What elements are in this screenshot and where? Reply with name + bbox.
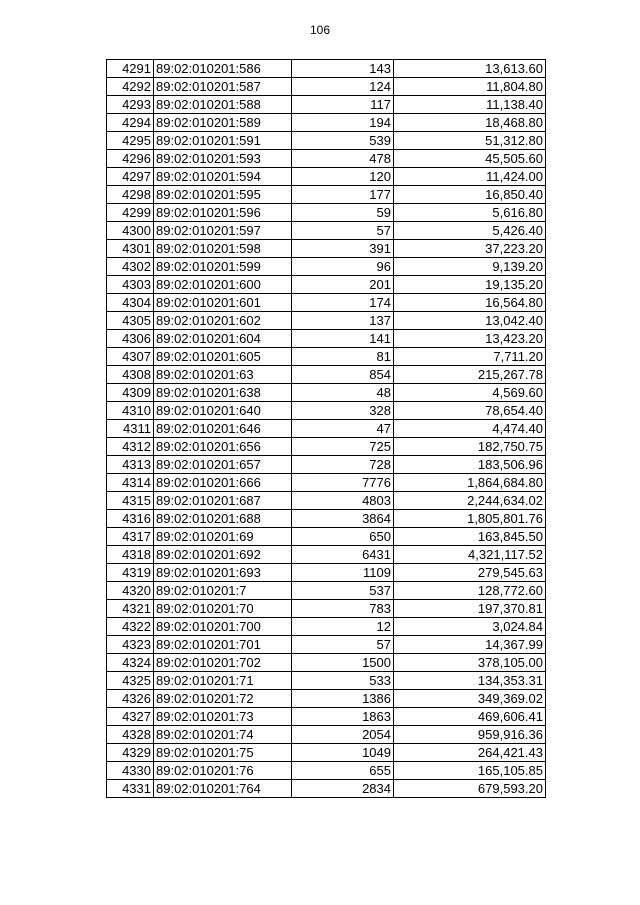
cadastral-value-cell: 128,772.60 xyxy=(394,582,546,600)
cadastral-value-cell: 19,135.20 xyxy=(394,276,546,294)
row-number-cell: 4313 xyxy=(107,456,154,474)
cadastral-value-cell: 11,424.00 xyxy=(394,168,546,186)
cadastral-number-cell: 89:02:010201:597 xyxy=(154,222,292,240)
cadastral-number-cell: 89:02:010201:604 xyxy=(154,330,292,348)
area-cell: 1109 xyxy=(292,564,394,582)
cadastral-number-cell: 89:02:010201:76 xyxy=(154,762,292,780)
cadastral-number-cell: 89:02:010201:657 xyxy=(154,456,292,474)
row-number-cell: 4306 xyxy=(107,330,154,348)
table-row xyxy=(107,654,546,672)
area-cell: 854 xyxy=(292,366,394,384)
row-number-cell: 4329 xyxy=(107,744,154,762)
row-number-cell: 4324 xyxy=(107,654,154,672)
table-row xyxy=(107,582,546,600)
area-cell: 177 xyxy=(292,186,394,204)
area-cell: 391 xyxy=(292,240,394,258)
area-cell: 48 xyxy=(292,384,394,402)
cadastral-number-cell: 89:02:010201:656 xyxy=(154,438,292,456)
area-cell: 1049 xyxy=(292,744,394,762)
area-cell: 3864 xyxy=(292,510,394,528)
table-row xyxy=(107,456,546,474)
row-number-cell: 4296 xyxy=(107,150,154,168)
cadastral-number-cell: 89:02:010201:638 xyxy=(154,384,292,402)
area-cell: 143 xyxy=(292,60,394,78)
cadastral-value-cell: 13,613.60 xyxy=(394,60,546,78)
area-cell: 1863 xyxy=(292,708,394,726)
cadastral-value-cell: 378,105.00 xyxy=(394,654,546,672)
table-row xyxy=(107,330,546,348)
row-number-cell: 4307 xyxy=(107,348,154,366)
cadastral-value-cell: 7,711.20 xyxy=(394,348,546,366)
area-cell: 124 xyxy=(292,78,394,96)
table-row xyxy=(107,114,546,132)
row-number-cell: 4291 xyxy=(107,60,154,78)
table-row xyxy=(107,762,546,780)
cadastral-number-cell: 89:02:010201:596 xyxy=(154,204,292,222)
area-cell: 6431 xyxy=(292,546,394,564)
row-number-cell: 4316 xyxy=(107,510,154,528)
row-number-cell: 4322 xyxy=(107,618,154,636)
area-cell: 174 xyxy=(292,294,394,312)
row-number-cell: 4303 xyxy=(107,276,154,294)
cadastral-value-cell: 1,864,684.80 xyxy=(394,474,546,492)
row-number-cell: 4328 xyxy=(107,726,154,744)
table-row xyxy=(107,204,546,222)
table-row xyxy=(107,384,546,402)
cadastral-value-cell: 78,654.40 xyxy=(394,402,546,420)
row-number-cell: 4321 xyxy=(107,600,154,618)
row-number-cell: 4331 xyxy=(107,780,154,798)
area-cell: 2054 xyxy=(292,726,394,744)
area-cell: 728 xyxy=(292,456,394,474)
cadastral-value-cell: 959,916.36 xyxy=(394,726,546,744)
area-cell: 783 xyxy=(292,600,394,618)
cadastral-value-cell: 469,606.41 xyxy=(394,708,546,726)
table-row xyxy=(107,240,546,258)
table-row xyxy=(107,258,546,276)
cadastral-number-cell: 89:02:010201:688 xyxy=(154,510,292,528)
cadastral-value-cell: 14,367.99 xyxy=(394,636,546,654)
cadastral-value-cell: 1,805,801.76 xyxy=(394,510,546,528)
cadastral-number-cell: 89:02:010201:692 xyxy=(154,546,292,564)
cadastral-value-cell: 13,042.40 xyxy=(394,312,546,330)
table-row xyxy=(107,294,546,312)
cadastral-number-cell: 89:02:010201:602 xyxy=(154,312,292,330)
area-cell: 1500 xyxy=(292,654,394,672)
cadastral-number-cell: 89:02:010201:71 xyxy=(154,672,292,690)
row-number-cell: 4292 xyxy=(107,78,154,96)
cadastral-value-table xyxy=(106,59,546,798)
table-row xyxy=(107,618,546,636)
table-row xyxy=(107,438,546,456)
table-row xyxy=(107,312,546,330)
cadastral-number-cell: 89:02:010201:595 xyxy=(154,186,292,204)
cadastral-number-cell: 89:02:010201:70 xyxy=(154,600,292,618)
cadastral-number-cell: 89:02:010201:601 xyxy=(154,294,292,312)
area-cell: 533 xyxy=(292,672,394,690)
area-cell: 57 xyxy=(292,636,394,654)
cadastral-number-cell: 89:02:010201:640 xyxy=(154,402,292,420)
cadastral-value-cell: 2,244,634.02 xyxy=(394,492,546,510)
cadastral-number-cell: 89:02:010201:7 xyxy=(154,582,292,600)
cadastral-number-cell: 89:02:010201:589 xyxy=(154,114,292,132)
cadastral-value-cell: 51,312.80 xyxy=(394,132,546,150)
row-number-cell: 4320 xyxy=(107,582,154,600)
row-number-cell: 4298 xyxy=(107,186,154,204)
table-row xyxy=(107,708,546,726)
cadastral-value-cell: 37,223.20 xyxy=(394,240,546,258)
area-cell: 7776 xyxy=(292,474,394,492)
cadastral-number-cell: 89:02:010201:73 xyxy=(154,708,292,726)
area-cell: 12 xyxy=(292,618,394,636)
cadastral-value-cell: 16,564.80 xyxy=(394,294,546,312)
table-row xyxy=(107,564,546,582)
row-number-cell: 4330 xyxy=(107,762,154,780)
cadastral-value-cell: 18,468.80 xyxy=(394,114,546,132)
area-cell: 655 xyxy=(292,762,394,780)
cadastral-number-cell: 89:02:010201:588 xyxy=(154,96,292,114)
cadastral-value-cell: 349,369.02 xyxy=(394,690,546,708)
cadastral-value-cell: 279,545.63 xyxy=(394,564,546,582)
table-row xyxy=(107,186,546,204)
cadastral-number-cell: 89:02:010201:598 xyxy=(154,240,292,258)
table-row xyxy=(107,600,546,618)
area-cell: 725 xyxy=(292,438,394,456)
row-number-cell: 4297 xyxy=(107,168,154,186)
cadastral-value-cell: 183,506.96 xyxy=(394,456,546,474)
cadastral-number-cell: 89:02:010201:75 xyxy=(154,744,292,762)
cadastral-number-cell: 89:02:010201:599 xyxy=(154,258,292,276)
cadastral-number-cell: 89:02:010201:74 xyxy=(154,726,292,744)
cadastral-number-cell: 89:02:010201:666 xyxy=(154,474,292,492)
table-row xyxy=(107,780,546,798)
table-row xyxy=(107,276,546,294)
row-number-cell: 4312 xyxy=(107,438,154,456)
cadastral-value-cell: 45,505.60 xyxy=(394,150,546,168)
table-row xyxy=(107,726,546,744)
cadastral-value-cell: 13,423.20 xyxy=(394,330,546,348)
cadastral-value-cell: 165,105.85 xyxy=(394,762,546,780)
table-row xyxy=(107,546,546,564)
area-cell: 81 xyxy=(292,348,394,366)
area-cell: 2834 xyxy=(292,780,394,798)
cadastral-value-cell: 197,370.81 xyxy=(394,600,546,618)
row-number-cell: 4325 xyxy=(107,672,154,690)
row-number-cell: 4308 xyxy=(107,366,154,384)
cadastral-value-cell: 163,845.50 xyxy=(394,528,546,546)
cadastral-value-cell: 4,321,117.52 xyxy=(394,546,546,564)
area-cell: 194 xyxy=(292,114,394,132)
page-number: 106 xyxy=(309,23,331,37)
area-cell: 478 xyxy=(292,150,394,168)
row-number-cell: 4300 xyxy=(107,222,154,240)
cadastral-number-cell: 89:02:010201:586 xyxy=(154,60,292,78)
table-row xyxy=(107,510,546,528)
area-cell: 117 xyxy=(292,96,394,114)
cadastral-value-cell: 134,353.31 xyxy=(394,672,546,690)
area-cell: 137 xyxy=(292,312,394,330)
cadastral-number-cell: 89:02:010201:69 xyxy=(154,528,292,546)
table-row xyxy=(107,132,546,150)
cadastral-number-cell: 89:02:010201:587 xyxy=(154,78,292,96)
row-number-cell: 4327 xyxy=(107,708,154,726)
table-row xyxy=(107,366,546,384)
cadastral-value-cell: 215,267.78 xyxy=(394,366,546,384)
table-row xyxy=(107,744,546,762)
area-cell: 47 xyxy=(292,420,394,438)
area-cell: 201 xyxy=(292,276,394,294)
row-number-cell: 4315 xyxy=(107,492,154,510)
cadastral-value-cell: 11,804.80 xyxy=(394,78,546,96)
table-row xyxy=(107,78,546,96)
cadastral-value-cell: 11,138.40 xyxy=(394,96,546,114)
cadastral-number-cell: 89:02:010201:63 xyxy=(154,366,292,384)
row-number-cell: 4309 xyxy=(107,384,154,402)
table-row xyxy=(107,96,546,114)
cadastral-number-cell: 89:02:010201:687 xyxy=(154,492,292,510)
row-number-cell: 4326 xyxy=(107,690,154,708)
table-row xyxy=(107,690,546,708)
table-row xyxy=(107,222,546,240)
cadastral-number-cell: 89:02:010201:593 xyxy=(154,150,292,168)
row-number-cell: 4310 xyxy=(107,402,154,420)
table-row xyxy=(107,420,546,438)
cadastral-number-cell: 89:02:010201:700 xyxy=(154,618,292,636)
row-number-cell: 4311 xyxy=(107,420,154,438)
cadastral-number-cell: 89:02:010201:701 xyxy=(154,636,292,654)
cadastral-value-cell: 9,139.20 xyxy=(394,258,546,276)
cadastral-value-cell: 3,024.84 xyxy=(394,618,546,636)
row-number-cell: 4314 xyxy=(107,474,154,492)
cadastral-value-cell: 264,421.43 xyxy=(394,744,546,762)
area-cell: 537 xyxy=(292,582,394,600)
table-row xyxy=(107,348,546,366)
cadastral-number-cell: 89:02:010201:764 xyxy=(154,780,292,798)
cadastral-number-cell: 89:02:010201:600 xyxy=(154,276,292,294)
row-number-cell: 4304 xyxy=(107,294,154,312)
cadastral-value-cell: 16,850.40 xyxy=(394,186,546,204)
row-number-cell: 4301 xyxy=(107,240,154,258)
row-number-cell: 4302 xyxy=(107,258,154,276)
area-cell: 650 xyxy=(292,528,394,546)
cadastral-value-cell: 182,750.75 xyxy=(394,438,546,456)
cadastral-number-cell: 89:02:010201:605 xyxy=(154,348,292,366)
table-row xyxy=(107,150,546,168)
area-cell: 96 xyxy=(292,258,394,276)
cadastral-number-cell: 89:02:010201:646 xyxy=(154,420,292,438)
row-number-cell: 4299 xyxy=(107,204,154,222)
area-cell: 328 xyxy=(292,402,394,420)
cadastral-value-cell: 4,569.60 xyxy=(394,384,546,402)
table-row xyxy=(107,528,546,546)
cadastral-number-cell: 89:02:010201:594 xyxy=(154,168,292,186)
cadastral-value-cell: 5,426.40 xyxy=(394,222,546,240)
table-row xyxy=(107,402,546,420)
table-row xyxy=(107,474,546,492)
cadastral-value-cell: 679,593.20 xyxy=(394,780,546,798)
cadastral-number-cell: 89:02:010201:702 xyxy=(154,654,292,672)
row-number-cell: 4319 xyxy=(107,564,154,582)
cadastral-number-cell: 89:02:010201:591 xyxy=(154,132,292,150)
table-row xyxy=(107,492,546,510)
area-cell: 120 xyxy=(292,168,394,186)
cadastral-number-cell: 89:02:010201:72 xyxy=(154,690,292,708)
row-number-cell: 4293 xyxy=(107,96,154,114)
table-body xyxy=(107,60,546,798)
area-cell: 57 xyxy=(292,222,394,240)
row-number-cell: 4318 xyxy=(107,546,154,564)
row-number-cell: 4323 xyxy=(107,636,154,654)
cadastral-value-cell: 5,616.80 xyxy=(394,204,546,222)
table-row xyxy=(107,168,546,186)
cadastral-number-cell: 89:02:010201:693 xyxy=(154,564,292,582)
area-cell: 539 xyxy=(292,132,394,150)
area-cell: 141 xyxy=(292,330,394,348)
cadastral-value-cell: 4,474.40 xyxy=(394,420,546,438)
row-number-cell: 4305 xyxy=(107,312,154,330)
table-row xyxy=(107,636,546,654)
table-row xyxy=(107,672,546,690)
row-number-cell: 4295 xyxy=(107,132,154,150)
row-number-cell: 4294 xyxy=(107,114,154,132)
area-cell: 1386 xyxy=(292,690,394,708)
area-cell: 4803 xyxy=(292,492,394,510)
row-number-cell: 4317 xyxy=(107,528,154,546)
table-row xyxy=(107,60,546,78)
area-cell: 59 xyxy=(292,204,394,222)
